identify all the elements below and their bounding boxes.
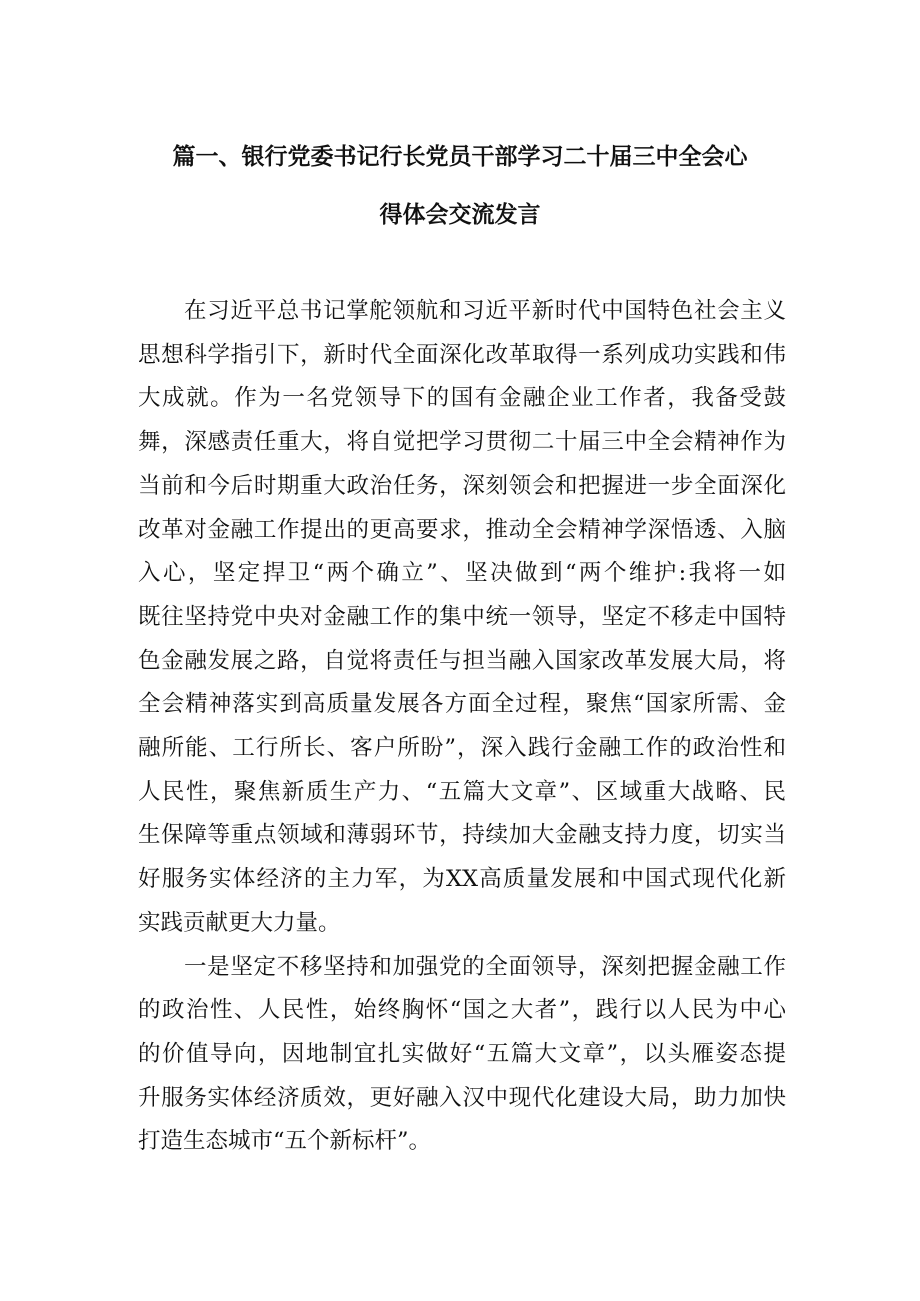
text-line: 全会精神落实到高质量发展各方面全过程，聚焦“国家所需、金 xyxy=(138,691,786,718)
text-line: 的政治性、人民性，始终胸怀“国之大者”，践行以人民为中心 xyxy=(138,997,786,1024)
title-line-2: 得体会交流发言 xyxy=(379,202,541,228)
text-line: 舞，深感责任重大，将自觉把学习贯彻二十届三中全会精神作为 xyxy=(138,429,786,456)
paragraph-2 xyxy=(138,946,786,1165)
text-line: 思想科学指引下，新时代全面深化改革取得一系列成功实践和伟 xyxy=(138,341,786,368)
text-line: 当前和今后时期重大政治任务，深刻领会和把握进一步全面深化 xyxy=(138,472,786,499)
text-line: 改革对金融工作提出的更高要求，推动全会精神学深悟透、入脑 xyxy=(138,516,786,543)
text-line: 入心，坚定捍卫“两个确立”、坚决做到“两个维护:我将一如 xyxy=(138,560,786,587)
document-title xyxy=(138,128,782,244)
text-line: 打造生态城市“五个新标杆”。 xyxy=(138,1128,432,1155)
text-line: 一是坚定不移坚持和加强党的全面领导，深刻把握金融工作 xyxy=(184,953,786,980)
paragraph-1 xyxy=(138,290,786,946)
text-line: 实践贡献更大力量。 xyxy=(138,909,341,936)
document-body xyxy=(138,290,786,1164)
text-line: 升服务实体经济质效，更好融入汉中现代化建设大局，助力加快 xyxy=(138,1084,786,1111)
text-line: 大成就。作为一名党领导下的国有金融企业工作者，我备受鼓 xyxy=(138,385,786,412)
text-line: 既往坚持党中央对金融工作的集中统一领导，坚定不移走中国特 xyxy=(138,603,786,630)
text-line: 色金融发展之路，自觉将责任与担当融入国家改革发展大局，将 xyxy=(138,647,786,674)
text-line: 在习近平总书记掌舵领航和习近平新时代中国特色社会主义 xyxy=(184,298,786,324)
text-line: 生保障等重点领域和薄弱环节，持续加大金融支持力度，切实当 xyxy=(138,822,786,849)
text-line: 融所能、工行所长、客户所盼”，深入践行金融工作的政治性和 xyxy=(138,735,786,762)
title-line-1: 篇一、银行党委书记行长党员干部学习二十届三中全会心 xyxy=(172,144,748,170)
text-line: 好服务实体经济的主力军，为XX高质量发展和中国式现代化新 xyxy=(138,866,786,893)
text-line: 人民性，聚焦新质生产力、“五篇大文章”、区域重大战略、民 xyxy=(138,778,786,805)
text-line: 的价值导向，因地制宜扎实做好“五篇大文章”，以头雁姿态提 xyxy=(138,1040,786,1067)
